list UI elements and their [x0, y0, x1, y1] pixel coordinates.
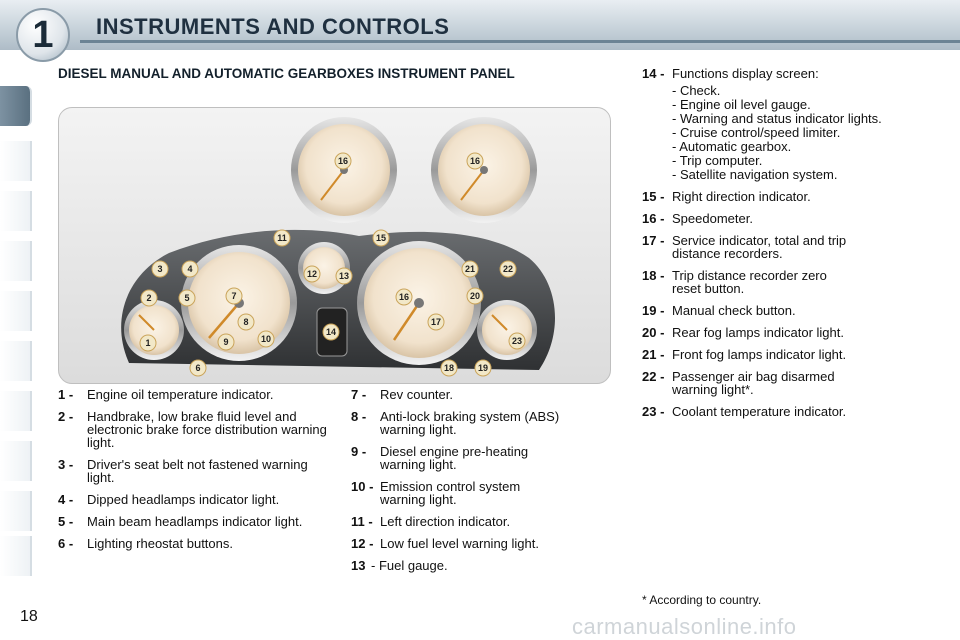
legend-item: 2 - Handbrake, low brake fluid level and electronic brake force distribution warning light.: [58, 409, 327, 450]
legend-item: 19 - Manual check button.: [642, 303, 796, 318]
callout-8: [238, 314, 254, 330]
legend-item: 22 - Passenger air bag disarmed warning light*.: [642, 369, 835, 397]
callout-14: [323, 324, 339, 340]
svg-text:23: 23: [511, 336, 523, 346]
callout-11: [274, 230, 290, 246]
legend-item: 9 - Diesel engine pre-heating warning light.: [351, 444, 529, 472]
chapter-tab[interactable]: [0, 441, 32, 481]
callout-9: [218, 334, 234, 350]
legend-item: 16 - Speedometer.: [642, 211, 753, 226]
callout-17: [428, 314, 444, 330]
svg-text:2: 2: [146, 293, 152, 303]
legend-item: 23 - Coolant temperature indicator.: [642, 404, 847, 419]
callout-4: [182, 261, 198, 277]
svg-text:5: 5: [184, 293, 190, 303]
page-number: 18: [20, 608, 38, 625]
legend-item-display-screen: 14 - Functions display screen: - Check. - Engine oil level gauge. - Warning and status indicator lights. - Cruise control/speed limiter. - Automatic gearbox. - Trip computer. - Satellite navigation system.: [642, 67, 892, 181]
svg-text:20: 20: [469, 291, 481, 301]
display-function: - Automatic gearbox.: [672, 139, 792, 154]
legend-item: 10 - Emission control system warning light.: [351, 479, 521, 507]
svg-text:10: 10: [260, 334, 272, 344]
callout-7: [226, 288, 242, 304]
chapter-tab[interactable]: [0, 391, 32, 431]
display-function: - Warning and status indicator lights.: [672, 111, 882, 126]
callout-21: [462, 261, 478, 277]
legend-item: 11 - Left direction indicator.: [351, 514, 511, 529]
svg-text:17: 17: [430, 317, 442, 327]
display-function: - Trip computer.: [672, 153, 763, 168]
callout-3: [152, 261, 168, 277]
svg-text:16: 16: [337, 156, 349, 166]
svg-text:8: 8: [243, 317, 249, 327]
callout-12: [304, 266, 320, 282]
callout-5: [179, 290, 195, 306]
display-functions-list: [672, 84, 892, 181]
legend-item: 6 - Lighting rheostat buttons.: [58, 536, 233, 551]
callout-22: [500, 261, 516, 277]
callout-18: [441, 360, 457, 376]
callout-16-insert-left: [335, 153, 351, 169]
svg-text:18: 18: [443, 363, 455, 373]
header-divider: [80, 40, 960, 43]
callout-6: [190, 360, 206, 376]
callout-10: [258, 331, 274, 347]
callout-16: [396, 289, 412, 305]
chapter-tab[interactable]: [0, 341, 32, 381]
display-function: - Cruise control/speed limiter.: [672, 125, 841, 140]
chapter-tab[interactable]: [0, 291, 32, 331]
callout-19: [475, 360, 491, 376]
svg-text:16: 16: [398, 292, 410, 302]
coolant-temp-gauge: [477, 300, 537, 360]
display-function: - Engine oil level gauge.: [672, 97, 811, 112]
legend-column-2: [351, 388, 566, 581]
footnote: * According to country.: [642, 593, 762, 607]
chapter-tabs: [0, 66, 32, 576]
chapter-tab-active[interactable]: [0, 86, 32, 126]
legend-item: 1 - Engine oil temperature indicator.: [58, 387, 274, 402]
rev-counter-dial: [181, 245, 297, 361]
display-function: - Satellite navigation system.: [672, 167, 838, 182]
chapter-tab[interactable]: [0, 241, 32, 281]
section-title: DIESEL MANUAL AND AUTOMATIC GEARBOXES INSTRUMENT PANEL: [58, 66, 515, 81]
chapter-tab[interactable]: [0, 536, 32, 576]
legend-item: 12 - Low fuel level warning light.: [351, 536, 539, 551]
legend-item: 8 - Anti-lock braking system (ABS) warning light.: [351, 409, 560, 437]
callout-23: [509, 333, 525, 349]
chapter-number-badge: 1: [16, 8, 70, 62]
svg-text:6: 6: [195, 363, 201, 373]
legend-item: 13 - Fuel gauge.: [351, 558, 448, 573]
instrument-panel-figure: [58, 107, 611, 384]
svg-text:15: 15: [375, 233, 387, 243]
chapter-tab[interactable]: [0, 491, 32, 531]
legend-item: 4 - Dipped headlamps indicator light.: [58, 492, 280, 507]
callout-20: [467, 288, 483, 304]
svg-text:3: 3: [157, 264, 163, 274]
legend-item: 7 - Rev counter.: [351, 387, 453, 402]
svg-text:13: 13: [338, 271, 350, 281]
svg-text:16: 16: [469, 156, 481, 166]
svg-text:9: 9: [223, 337, 229, 347]
callout-2: [141, 290, 157, 306]
legend-item: 18 - Trip distance recorder zero reset button.: [642, 268, 827, 296]
svg-text:14: 14: [325, 327, 337, 337]
svg-text:11: 11: [277, 233, 287, 243]
speedometer-dial: [357, 241, 481, 365]
watermark: carmanualsonline.info: [572, 614, 797, 639]
legend-item: 21 - Front fog lamps indicator light.: [642, 347, 847, 362]
insert-dial-right: [431, 117, 537, 223]
svg-text:12: 12: [306, 269, 318, 279]
svg-text:21: 21: [464, 264, 476, 274]
legend-item: 3 - Driver's seat belt not fastened warning light.: [58, 457, 308, 485]
insert-dial-left: [291, 117, 397, 223]
callout-16-insert-right: [467, 153, 483, 169]
legend-column-1: [58, 388, 328, 559]
display-function: - Check.: [672, 83, 721, 98]
legend-item: 15 - Right direction indicator.: [642, 189, 811, 204]
chapter-title: INSTRUMENTS AND CONTROLS: [96, 14, 450, 39]
chapter-tab[interactable]: [0, 141, 32, 181]
svg-text:19: 19: [477, 363, 489, 373]
instrument-panel-illustration: [59, 108, 610, 383]
svg-text:22: 22: [502, 264, 514, 274]
callout-15: [373, 230, 389, 246]
svg-text:7: 7: [231, 291, 237, 301]
oil-temp-gauge: [124, 300, 184, 360]
callout-13: [336, 268, 352, 284]
legend-item: 20 - Rear fog lamps indicator light.: [642, 325, 844, 340]
legend-item: 17 - Service indicator, total and trip distance recorders.: [642, 233, 847, 261]
chapter-tab[interactable]: [0, 191, 32, 231]
svg-text:4: 4: [187, 264, 193, 274]
callout-1: [140, 335, 156, 351]
svg-text:1: 1: [145, 338, 151, 348]
legend-column-3: [642, 67, 892, 427]
legend-item: 5 - Main beam headlamps indicator light.: [58, 514, 303, 529]
